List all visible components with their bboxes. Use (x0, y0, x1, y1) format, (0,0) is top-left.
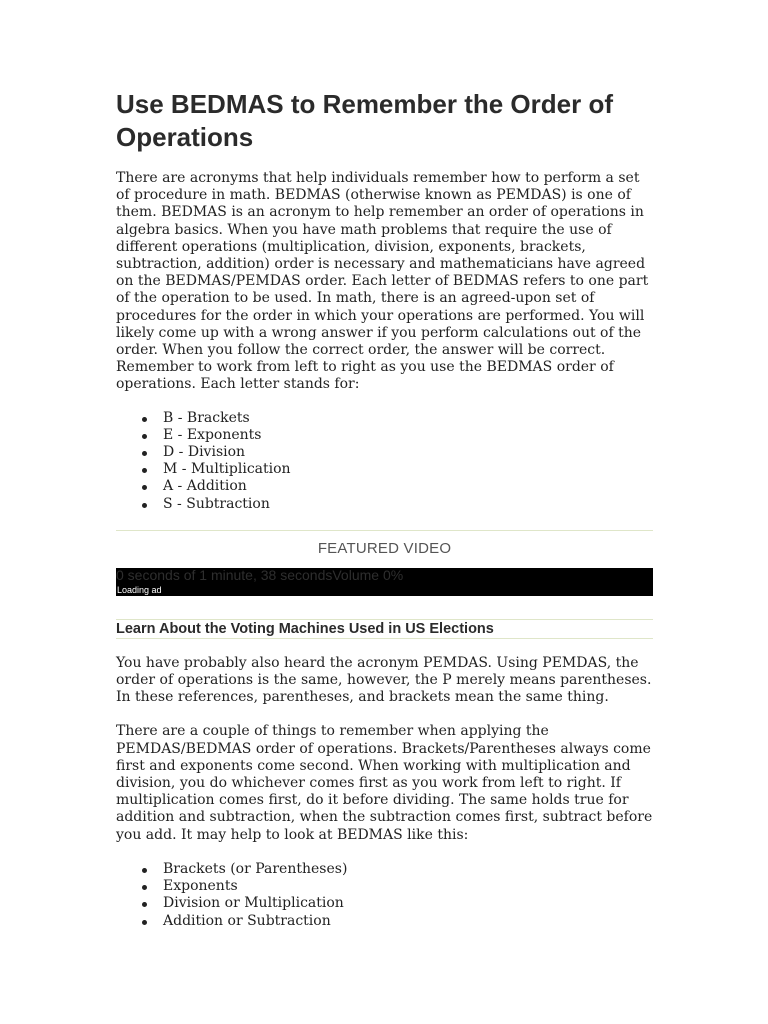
list-item: A - Addition (163, 478, 653, 495)
list-item: S - Subtraction (163, 496, 653, 513)
list-item: D - Division (163, 444, 653, 461)
related-article-link[interactable]: Learn About the Voting Machines Used in US Elections (116, 620, 494, 637)
divider (116, 530, 653, 531)
bedmas-letter-list (116, 410, 653, 513)
list-item: M - Multiplication (163, 461, 653, 478)
article-title: Use BEDMAS to Remember the Order of Operations (116, 89, 613, 152)
intro-paragraph: There are acronyms that help individuals remember how to perform a set of procedure in math. BEDMAS (otherwise known as PEMDAS) is one of them. BEDMAS is an acronym to help remember an order of operations in algebra basics. When you have math problems that require the use of different operations (multiplication, division, exponents, brackets, subtraction, addition) order is necessary and mathematicians have agreed on the BEDMAS/PEMDAS order. Each letter of BEDMAS refers to one part of the operation to be used. In math, there is an agreed-upon set of procedures for the order in which your operations are performed. You will likely come up with a wrong answer if you perform calculations out of the order. When you follow the correct order, the answer will be correct. Remember to work from left to right as you use the BEDMAS order of operations. Each letter stands for: (116, 170, 649, 393)
video-player[interactable] (116, 568, 653, 596)
list-item: Addition or Subtraction (163, 913, 653, 930)
list-item: Brackets (or Parentheses) (163, 861, 653, 878)
list-item: E - Exponents (163, 427, 653, 444)
list-item: B - Brackets (163, 410, 653, 427)
divider (116, 638, 653, 639)
article (116, 88, 653, 930)
list-item: Division or Multiplication (163, 895, 653, 912)
remember-paragraph: There are a couple of things to remember when applying the PEMDAS/BEDMAS order of operations. Brackets/Parentheses always come first and exponents come second. When working with multiplication and division, you do whichever comes first as you work from left to right. If multiplication comes first, do it before dividing. The same holds true for addition and subtraction, when the subtraction comes first, subtract before you add. It may help to look at BEDMAS like this: (116, 723, 653, 843)
pemdas-paragraph: You have probably also heard the acronym PEMDAS. Using PEMDAS, the order of operations is the same, however, the P merely means parentheses. In these references, parentheses, and brackets mean the same thing. (116, 654, 652, 706)
featured-video-label: FEATURED VIDEO (317, 539, 452, 557)
bedmas-summary-list (116, 861, 653, 930)
loading-ad-text: Loading ad (117, 584, 162, 595)
list-item: Exponents (163, 878, 653, 895)
video-progress-text: 0 seconds of 1 minute, 38 secondsVolume 0% (116, 566, 404, 583)
